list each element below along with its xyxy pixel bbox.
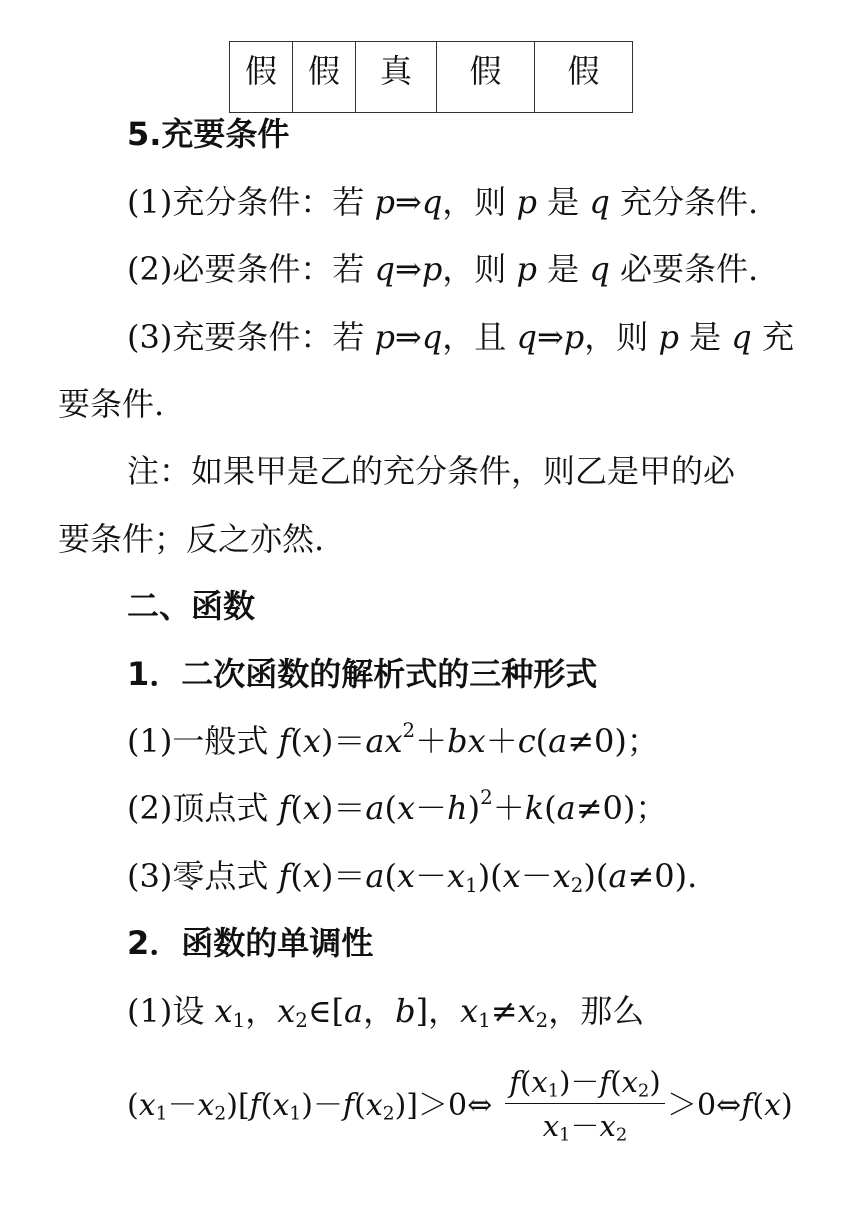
monotonicity-condition-left: $(x_1-x_2)[f(x_1)-f(x_2)]>0\Leftrightarrow$: [127, 1088, 493, 1125]
table-cell: 假: [230, 42, 293, 113]
fraction-denominator: $x_1-x_2$: [542, 1109, 628, 1146]
table-cell: 假: [535, 42, 633, 113]
fraction-numerator: $f(x_1)-f(x_2)$: [505, 1063, 665, 1104]
necessary-condition-line: (2)必要条件：若 q⇒p，则 p 是 q 必要条件.: [127, 250, 759, 288]
table-cell: 假: [437, 42, 535, 113]
necessary-sufficient-line: (3)充要条件：若 p⇒q，且 q⇒p，则 p 是 q 充: [127, 318, 794, 356]
sufficient-condition-line: (1)充分条件：若 p⇒q，则 p 是 q 充分条件.: [127, 183, 759, 221]
monotonicity-condition-right: ＞0⇔f(x): [667, 1088, 793, 1123]
difference-quotient-fraction: [505, 1063, 665, 1146]
note-line-cont: 要条件；反之亦然.: [58, 520, 325, 558]
table-cell: 假: [293, 42, 356, 113]
zero-form-line: (3)零点式 $f(x)=a(x-x_1)(x-x_2)(a\ne 0)$.: [127, 857, 698, 897]
general-form-line: (1)一般式 $f(x)=ax^2+bx+c(a\ne 0)$；: [127, 719, 659, 760]
necessary-sufficient-line-cont: 要条件.: [58, 385, 165, 423]
truth-table: [229, 41, 633, 113]
subheading-monotonicity: 2．函数的单调性: [127, 924, 374, 962]
monotonicity-premise-line: (1)设 $x_1$，$x_2\in[a$，b]，$x_1\ne x_2$，那么: [127, 992, 645, 1032]
vertex-form-line: (2)顶点式 $f(x)=a(x-h)^2+k(a\ne 0)$；: [127, 786, 668, 827]
section-heading-functions: 二、函数: [127, 587, 256, 625]
table-row: [230, 42, 633, 113]
subheading-quadratic-forms: 1．二次函数的解析式的三种形式: [127, 655, 598, 693]
section-heading-5: 5.充要条件: [127, 115, 290, 153]
table-cell: 真: [356, 42, 437, 113]
note-line: 注：如果甲是乙的充分条件，则乙是甲的必: [127, 452, 736, 490]
